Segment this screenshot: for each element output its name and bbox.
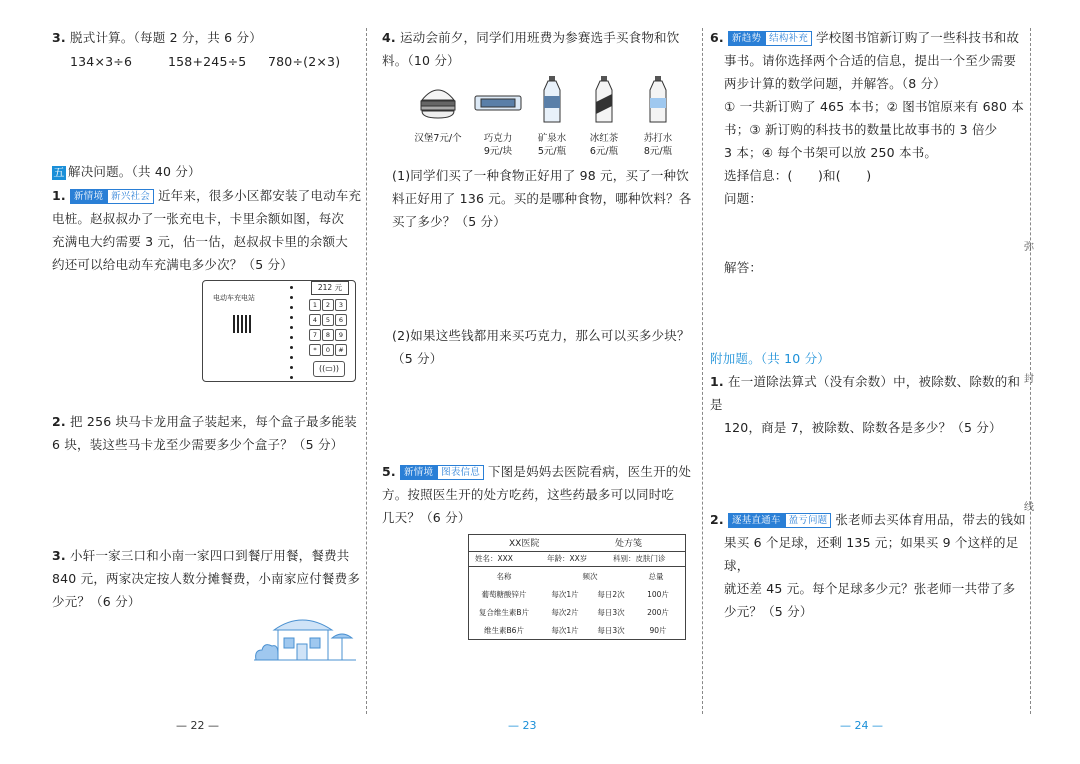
bonus-problem-1: 1. 在一道除法算式（没有余数）中，被除数、除数的和是 120，商是 7，被除数、除数各是多少？（5 分）: [710, 374, 1021, 435]
food-iced-tea: 冰红茶 6元/瓶: [574, 74, 634, 158]
binding-mark-1: 弥: [1024, 242, 1034, 253]
problem-5: 5. 新情境 图表信息 下图是妈妈去医院看病，医生开的处 方。按照医生开的处方吃药，这些药最多可以同时吃 几天？（6 分）: [382, 464, 692, 525]
problem-4: 4. 运动会前夕，同学们用班费为参赛选手买食物和饮 料。（10 分）: [382, 30, 680, 68]
rx-row-3-total: 90片: [649, 626, 667, 635]
binding-mark-3: 线: [1024, 502, 1034, 513]
rx-row-1-total: 100片: [647, 590, 669, 599]
answer-label: 解答：: [724, 260, 763, 275]
binding-mark-2: 封: [1024, 374, 1034, 385]
problem-6: 6. 新趋势 结构补充 学校图书馆新订购了一些科技书和故 事书。请你选择两个合适的信息，提出一个至少需要 两步计算的数学问题，并解答。（8 分） ① 一共新订购了 465 本书；② 图书馆原来有 680 本 书；③ 新订购的科技书的数量比故事书的 3 倍少 3 本；④ 每个书架可以放 250 本书。 选择信息：( )和( ) 问题：: [710, 26, 1026, 210]
problem-3: 3. 小轩一家三口和小南一家四口到餐厅用餐，餐费共 840 元，两家决定按人数分摊餐费，小南家应付餐费多 少元？（6 分）: [52, 548, 361, 609]
rx-row-3-times: 每日3次: [597, 626, 625, 635]
tag-direct-train: 逐基直通车: [728, 513, 785, 528]
tag-new-context: 新情境: [400, 465, 437, 480]
rx-row-3-dose: 每次1片: [551, 626, 579, 635]
expr-2: 158+245÷5: [168, 54, 247, 69]
tag-category: 新兴社会: [107, 189, 154, 204]
section-five-title: 五 解决问题。（共 40 分）: [53, 164, 201, 179]
rx-header-total: 总量: [648, 572, 664, 581]
choose-info: 选择信息：( )和( ): [724, 168, 872, 183]
expr-3: 780÷(2×3): [268, 54, 341, 69]
card-dots: [290, 286, 293, 386]
rx-row-1-name: 葡萄糖酸锌片: [481, 590, 527, 599]
problem-4-part-1: (1)同学们买了一种食物正好用了 98 元，买了一种饮 料正好用了 136 元。买的是哪种食物，哪种饮料？各 买了多少？（5 分）: [392, 168, 692, 229]
food-chocolate: 巧克力 9元/块: [468, 74, 528, 158]
tea-bottle-icon: [592, 74, 616, 126]
section-number-badge: 五: [53, 166, 65, 179]
water-bottle-icon: [540, 74, 564, 126]
problem-1: 1. 新情境 新兴社会 近年来，很多小区都安装了电动车充 电桩。赵叔叔办了一张充电卡，卡里余额如图，每次 充满电大约需要 3 元，估一估，赵叔叔卡里的余额大 约还可以给电动车充满电多少次？（5 分）: [52, 188, 362, 272]
bonus-section-title: 附加题。（共 10 分）: [710, 351, 831, 366]
rx-patient-age: 年龄：XX岁: [547, 554, 588, 563]
rx-department: 科别：皮肤门诊: [613, 554, 666, 563]
page-number-22: — 22 —: [176, 719, 219, 732]
rx-title: 处方笺: [615, 539, 643, 549]
page-number-23: — 23: [508, 719, 537, 732]
q3-title: 3. 脱式计算。（每题 2 分，共 6 分）: [52, 30, 262, 45]
column-divider-1: [366, 28, 367, 714]
column-divider-2: [702, 28, 703, 714]
rx-hospital: XX医院: [509, 539, 540, 549]
problem-4-part-2: (2)如果这些钱都用来买巧克力，那么可以买多少块？ （5 分）: [392, 328, 690, 366]
rx-header-frequency: 频次: [582, 572, 598, 581]
restaurant-illustration: [252, 608, 358, 666]
rx-row-2-times: 每日3次: [597, 608, 625, 617]
tag-category: 图表信息: [437, 465, 484, 480]
tag-new-trend: 新趋势: [728, 31, 765, 46]
tag-new-context: 新情境: [70, 189, 107, 204]
charging-card: [202, 280, 356, 382]
qr-code-icon: [233, 315, 251, 333]
tag-category: 结构补充: [765, 31, 812, 46]
rx-row-2-total: 200片: [647, 608, 669, 617]
page-number-24: — 24 —: [840, 719, 883, 732]
hamburger-icon: [418, 74, 458, 126]
food-soda-water: 苏打水 8元/瓶: [628, 74, 688, 158]
card-keypad: 1 2 3 4 5 6 7 8 9 * 0 #: [309, 299, 349, 356]
soda-bottle-icon: [646, 74, 670, 126]
prescription-slip: [468, 534, 686, 640]
rx-row-3-name: 维生素B6片: [484, 626, 524, 635]
question-label: 问题：: [724, 191, 763, 206]
food-mineral-water: 矿泉水 5元/瓶: [522, 74, 582, 158]
rx-row-2-name: 复合维生素B片: [478, 608, 530, 617]
rx-row-2-dose: 每次2片: [551, 608, 579, 617]
tag-category: 盈亏问题: [785, 513, 832, 528]
chocolate-icon: [473, 74, 523, 126]
nfc-icon: ((▭)): [313, 361, 345, 377]
rx-row-1-times: 每日2次: [597, 590, 625, 599]
rx-row-1-dose: 每次1片: [551, 590, 579, 599]
food-hamburger: 汉堡7元/个: [408, 74, 468, 145]
bonus-problem-2: 2. 逐基直通车 盈亏问题 张老师去买体育用品，带去的钱如 果买 6 个足球，还剩 135 元；如果买 9 个这样的足球， 就还差 45 元。每个足球多少元？张老师一共带了多 少元？（5 分）: [710, 512, 1026, 619]
rx-header-name: 名称: [496, 572, 512, 581]
card-balance: 212 元: [311, 281, 349, 295]
expr-1: 134×3÷6: [70, 54, 133, 69]
problem-2: 2. 把 256 块马卡龙用盒子装起来，每个盒子最多能装 6 块，装这些马卡龙至少需要多少个盒子？（5 分）: [52, 414, 357, 452]
rx-patient-name: 姓名：XXX: [475, 554, 513, 563]
card-title: 电动车充电站: [213, 294, 255, 302]
